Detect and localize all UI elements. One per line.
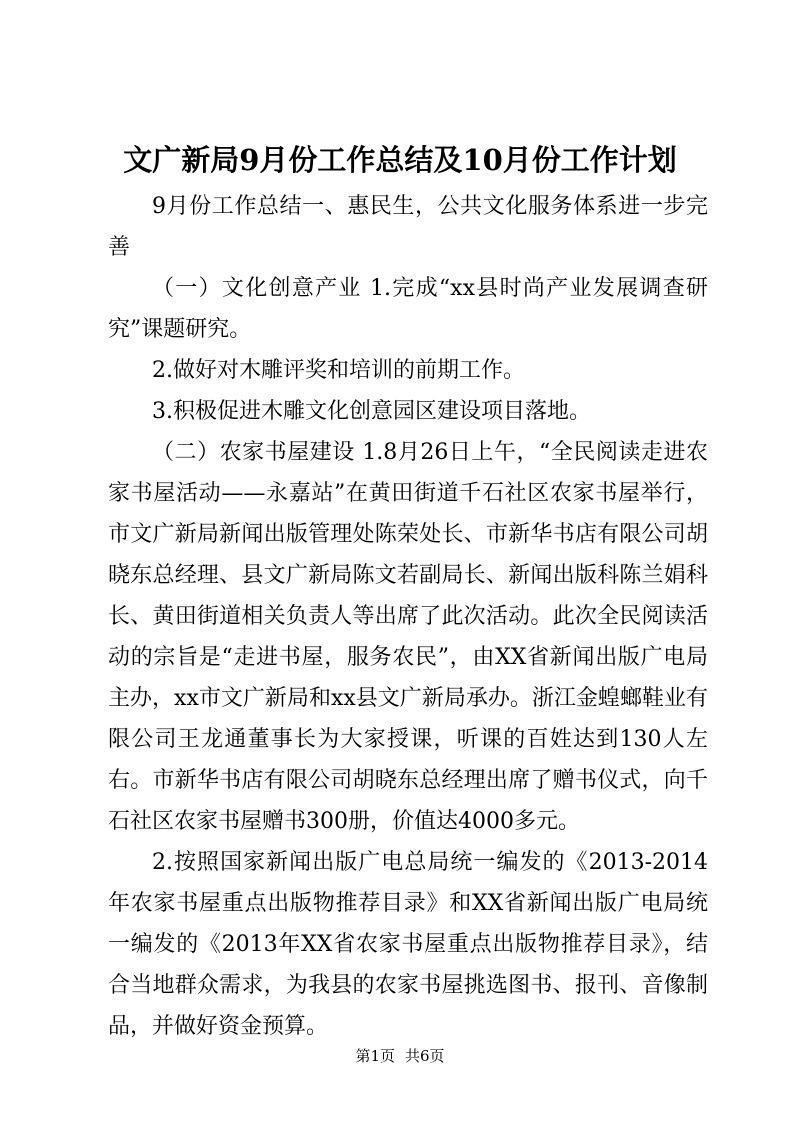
paragraph-summary-heading: 9月份工作总结一、惠民生，公共文化服务体系进一步完善: [108, 194, 708, 260]
paragraph-woodcarving-award: 2.做好对木雕评奖和培训的前期工作。: [152, 358, 525, 383]
paragraph-farm-library-catalog: 2.按照国家新闻出版广电总局统一编发的《2013-2014年农家书屋重点出版物推荐目录》和XX省新闻出版广电局统一编发的《2013年XX省农家书屋重点出版物推荐目录》，结合当地群众需求，为我县的农家书屋挑选图书、报刊、音像制品，并做好资金预算。: [108, 850, 708, 1039]
paragraph-cultural-creative: （一）文化创意产业 1.完成“xx县时尚产业发展调查研究”课题研究。: [108, 276, 708, 342]
page-total: 共6页: [405, 1047, 445, 1065]
document-title: 文广新局9月份工作总结及10月份工作计划: [123, 143, 677, 177]
paragraph-farm-library-event: （二）农家书屋建设 1.8月26日上午，“全民阅读走进农家书屋活动——永嘉站”在黄田街道千石社区农家书屋举行，市文广新局新闻出版管理处陈荣处长、市新华书店有限公司胡晓东总经理、县文广新局陈文若副局长、新闻出版科陈兰娟科长、黄田街道相关负责人等出席了此次活动。此次全民阅读活动的宗旨是“走进书屋，服务农民”，由XX省新闻出版广电局主办，xx市文广新局和xx县文广新局承办。浙江金蝗螂鞋业有限公司王龙通董事长为大家授课，听课的百姓达到130人左右。市新华书店有限公司胡晓东总经理出席了赠书仪式，向千石社区农家书屋赠书300册，价值达4000多元。: [108, 440, 708, 834]
paragraph-woodcarving-park: 3.积极促进木雕文化创意园区建设项目落地。: [152, 399, 591, 424]
document-body: [108, 186, 708, 1047]
page-footer: [0, 1044, 800, 1068]
page-number: 第1页: [355, 1047, 395, 1065]
